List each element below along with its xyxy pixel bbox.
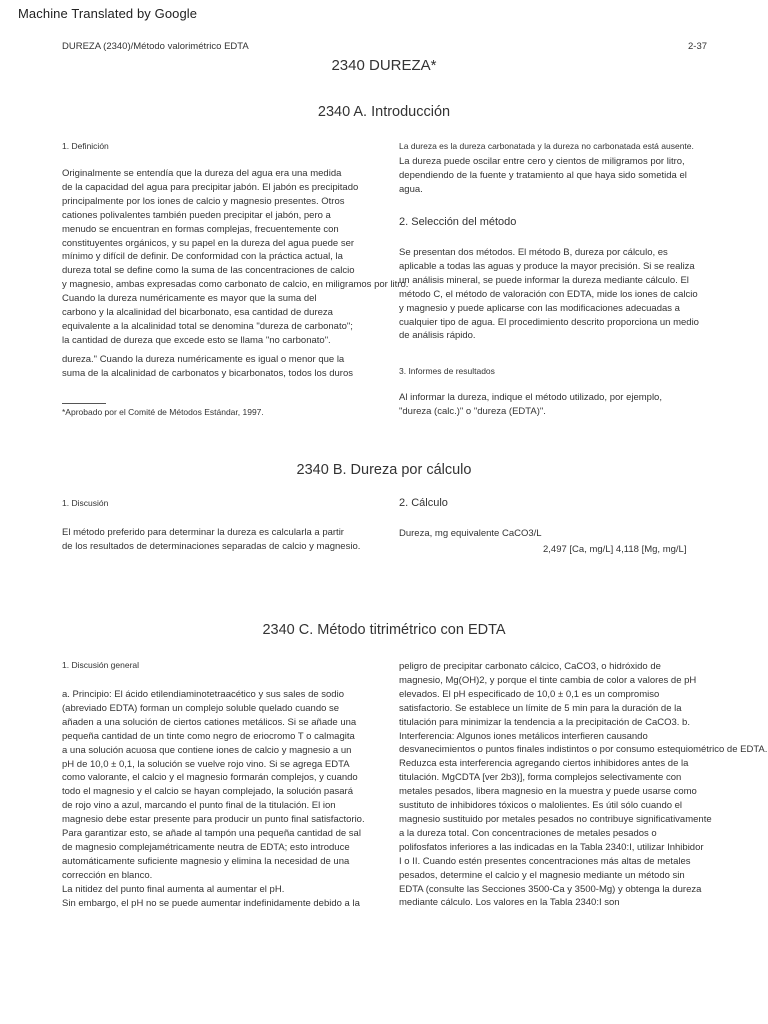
text-line: cualquier tipo de agua. El procedimiento descrito proporciona un medio [399, 316, 699, 328]
text-line: satisfactorio. Se establece un límite de 5 min para la duración de la [399, 702, 682, 714]
section-a-right-para3 [399, 391, 662, 419]
text-line: mínimo y difícil de definir. De conformidad con la práctica actual, la [62, 251, 343, 263]
text-line: de análisis rápido. [399, 330, 476, 342]
section-b-subhead-calculation: 2. Cálculo [399, 497, 448, 509]
text-line: carbono y la alcalinidad del bicarbonato, esa cantidad de dureza [62, 307, 333, 319]
text-line: (abreviado EDTA) forman un complejo soluble quelado cuando se [62, 702, 340, 714]
text-line: y magnesio y puede aplicarse con las modificaciones adecuadas a [399, 302, 680, 314]
text-line: pH de 10,0 ± 0,1, la solución se vuelve rojo vino. Si se agrega EDTA [62, 758, 350, 770]
section-a-subhead-method: 2. Selección del método [399, 216, 517, 228]
text-line: constituyentes orgánicos, y su papel en la dureza del agua puede ser [62, 237, 355, 249]
text-line: agua. [399, 183, 423, 195]
text-line: El método preferido para determinar la dureza es calcularla a partir [62, 527, 344, 538]
text-line: titulación. MgCDTA [ver 2b3)], forma complejos selectivamente con [399, 772, 682, 784]
footnote-rule [62, 403, 106, 404]
section-b-title: 2340 B. Dureza por cálculo [296, 462, 472, 478]
text-line: I o II. Cuando estén presentes concentraciones más altas de metales [399, 855, 691, 867]
text-line: pequeña cantidad de un tinte como negro de eriocromo T o calmagita [62, 730, 355, 742]
text-line: la cantidad de dureza que excede esto se llama "no carbonato". [62, 334, 331, 346]
section-a-title: 2340 A. Introducción [317, 104, 451, 120]
text-line: Sin embargo, el pH no se puede aumentar indefinidamente debido a la [62, 897, 360, 909]
text-line: dureza." Cuando la dureza numéricamente es igual o menor que la [62, 354, 345, 365]
text-line: aplicable a todas las aguas y produce la mayor precisión. Si se realiza [399, 260, 695, 272]
text-line: elevados. El pH especificado de 10,0 ± 0,1 es un compromiso [399, 688, 660, 700]
section-c-subhead-general: 1. Discusión general [62, 660, 140, 670]
text-line: método C, el método de valoración con EDTA, mide los iones de calcio [399, 288, 698, 300]
text-line: polifosfatos inferiores a las indicadas en la Tabla 2340:I, utilizar Inhibidor [399, 841, 704, 853]
section-c-left-para1 [62, 688, 365, 911]
text-line: titulación para minimizar la tendencia a la precipitación de CaCO3. b. [399, 716, 690, 728]
formula-label: Dureza, mg equivalente CaCO3/L [399, 528, 542, 539]
text-line: a una solución acuosa que contiene iones de calcio y magnesio a un [62, 744, 352, 756]
section-c-title: 2340 C. Método titrimétrico con EDTA [262, 622, 506, 638]
section-b-subhead-discussion: 1. Discusión [62, 498, 109, 508]
text-line: mediante cálculo. Los valores en la Tabla 2340:I son [399, 897, 620, 909]
text-line: "dureza (calc.)" o "dureza (EDTA)". [399, 405, 546, 417]
text-line: todo el magnesio y el calcio se hayan complejado, la solución pasará [62, 786, 353, 798]
text-line: corrección en blanco. [62, 869, 153, 881]
text-line: metales pesados, libera magnesio en la muestra y puede usarse como [399, 786, 697, 798]
text-line: dureza total se define como la suma de las concentraciones de calcio [62, 265, 355, 277]
footnote: *Aprobado por el Comité de Métodos Estándar, 1997. [62, 407, 264, 417]
text-line: un análisis mineral, se puede informar la dureza mediante cálculo. El [399, 274, 689, 286]
text-line: magnesio sustituido por metales pesados no contribuye significativamente [399, 813, 712, 825]
section-a-right-para2 [399, 246, 699, 343]
text-line: pesados, determine el calcio y el magnesio mediante un método sin [399, 869, 685, 881]
formula: 2,497 [Ca, mg/L] 4,118 [Mg, mg/L] [543, 544, 687, 555]
translation-banner: Machine Translated by Google [18, 6, 198, 21]
page-number: 2-37 [688, 41, 708, 52]
text-line: Originalmente se entendía que la dureza del agua era una medida [62, 168, 342, 179]
text-line: Cuando la dureza numéricamente es mayor que la suma del [62, 293, 317, 305]
section-b-left-para [62, 526, 360, 554]
text-line: peligro de precipitar carbonato cálcico, CaCO3, o hidróxido de [399, 661, 661, 672]
text-line: menudo se encuentran en formas complejas, frecuentemente con [62, 223, 339, 235]
section-a-subhead-reports: 3. Informes de resultados [399, 366, 495, 376]
text-line: magnesio debe estar presente para producir un punto final satisfactorio. [62, 814, 365, 826]
text-line: dependiendo de la fuente y tratamiento al que haya sido sometida el [399, 169, 687, 181]
section-a-right-para1 [399, 155, 687, 197]
text-line: y magnesio, ambas expresadas como carbonato de calcio, en miligramos por litro. [62, 279, 409, 291]
text-line: Para garantizar esto, se añade al tampón una pequeña cantidad de sal [62, 828, 361, 840]
text-line: suma de la alcalinidad de carbonatos y bicarbonatos, todos los duros [62, 367, 353, 379]
text-line: Al informar la dureza, indique el método utilizado, por ejemplo, [399, 392, 662, 403]
text-line: La nitidez del punto final aumenta al aumentar el pH. [62, 883, 285, 895]
text-line: automáticamente suficiente magnesio y elimina la necesidad de una [62, 855, 350, 867]
section-c-right-para1 [399, 660, 767, 910]
text-line: sustituto de inhibidores tóxicos o malolientes. Es útil sólo cuando el [399, 800, 683, 812]
section-a-left-para2 [62, 353, 353, 381]
text-line: como valorante, el calcio y el magnesio formarán complejos, y cuando [62, 772, 358, 784]
text-line: de los resultados de determinaciones separadas de calcio y magnesio. [62, 540, 361, 552]
running-head: DUREZA (2340)/Método valorimétrico EDTA [62, 41, 249, 52]
text-line: EDTA (consulte las Secciones 3500-Ca y 3500-Mg) y obtenga la dureza [399, 883, 702, 895]
text-line: La dureza puede oscilar entre cero y cientos de miligramos por litro, [399, 156, 685, 167]
text-line: Interferencia: Algunos iones metálicos interfieren causando [399, 730, 648, 742]
text-line: de rojo vino a azul, marcando el punto final de la titulación. El ion [62, 800, 336, 812]
section-a-right-small-line: La dureza es la dureza carbonatada y la dureza no carbonatada está ausente. [399, 141, 694, 151]
text-line: principalmente por los iones de calcio y magnesio presentes. Otros [62, 195, 345, 207]
text-line: a la dureza total. Con concentraciones de metales pesados o [399, 827, 657, 839]
text-line: Se presentan dos métodos. El método B, dureza por cálculo, es [399, 247, 668, 258]
text-line: añaden a una solución de ciertos cationes metálicos. Si se añade una [62, 716, 357, 728]
text-line: desvanecimientos o puntos finales indistintos o por consumo estequiométrico de EDTA. [399, 744, 768, 756]
section-a-left-para1 [62, 167, 408, 348]
document-title: 2340 DUREZA* [331, 57, 437, 74]
section-a-subhead-definition: 1. Definición [62, 141, 109, 151]
text-line: cationes polivalentes también pueden precipitar el jabón, pero a [62, 209, 331, 221]
text-line: a. Principio: El ácido etilendiaminotetraacético y sus sales de sodio [62, 689, 344, 700]
text-line: de la capacidad del agua para precipitar jabón. El jabón es precipitado [62, 181, 359, 193]
text-line: magnesio, Mg(OH)2, y porque el tinte cambia de color a valores de pH [399, 674, 697, 686]
text-line: equivalente a la alcalinidad total se denomina "dureza de carbonato"; [62, 320, 353, 332]
text-line: de magnesio complejamétricamente neutra de EDTA; esto introduce [62, 841, 350, 853]
text-line: Reduzca esta interferencia agregando ciertos inhibidores antes de la [399, 758, 689, 770]
